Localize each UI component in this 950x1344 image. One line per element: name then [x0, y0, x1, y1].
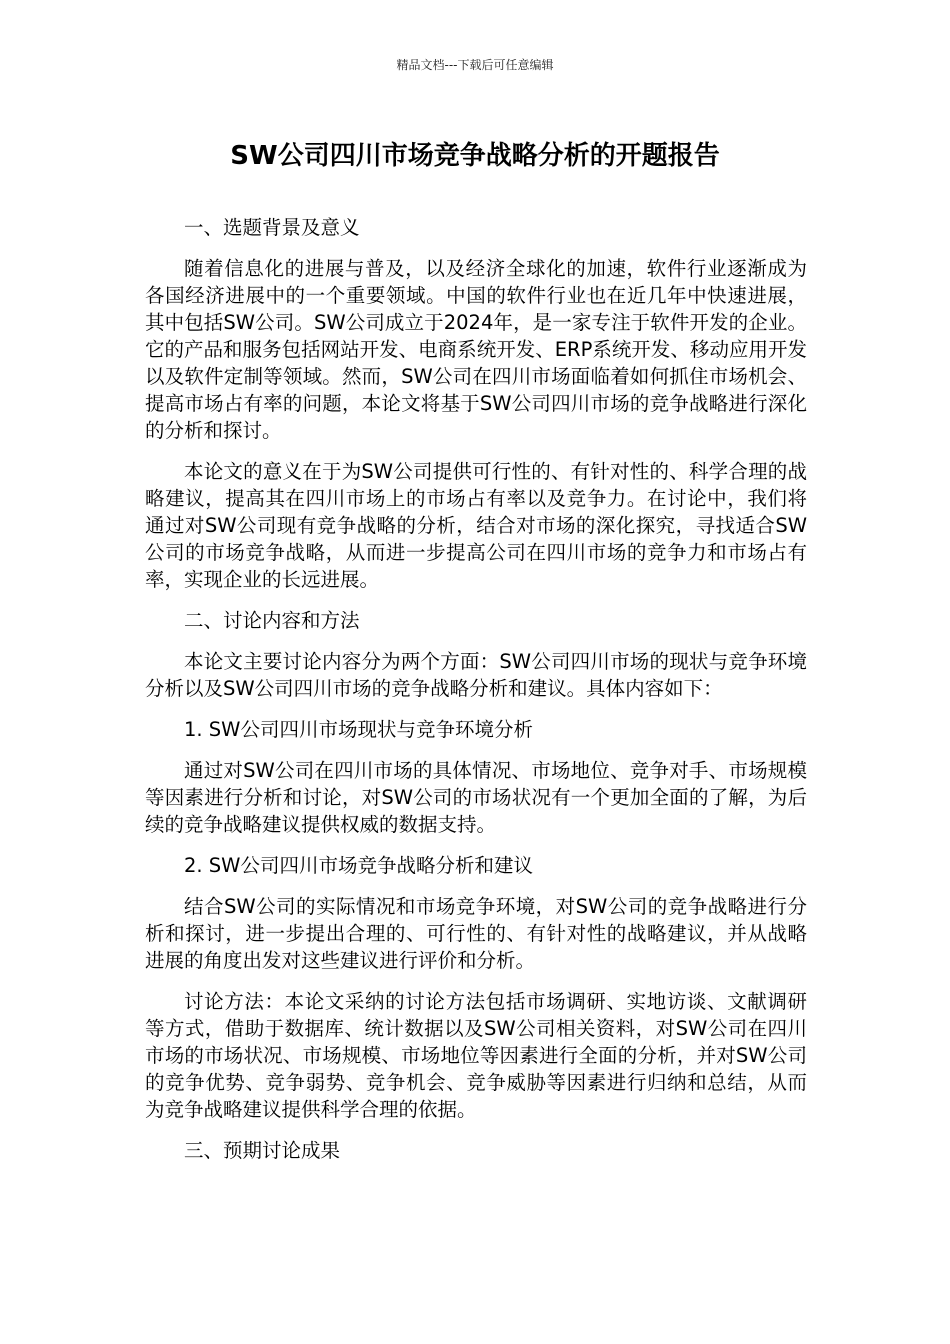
paragraph-strategy-analysis: 结合SW公司的实际情况和市场竞争环境，对SW公司的竞争战略进行分析和探讨，进一步提出合理的、可行性的、有针对性的战略建议，并从战略进展的角度出发对这些建议进行评价和分析。	[145, 895, 807, 972]
paragraph-significance: 本论文的意义在于为SW公司提供可行性的、有针对性的、科学合理的战略建议，提高其在四川市场上的市场占有率以及竞争力。在讨论中，我们将通过对SW公司现有竞争战略的分析，结合对市场的深化探究，寻找适合SW公司的市场竞争战略，从而进一步提高公司在四川市场的竞争力和市场占有率，实现企业的长远进展。	[145, 460, 807, 591]
paragraph-content-overview: 本论文主要讨论内容分为两个方面：SW公司四川市场的现状与竞争环境分析以及SW公司四川市场的竞争战略分析和建议。具体内容如下：	[145, 650, 807, 700]
paragraph-status-analysis: 通过对SW公司在四川市场的具体情况、市场地位、竞争对手、市场规模等因素进行分析和讨论，对SW公司的市场状况有一个更加全面的了解，为后续的竞争战略建议提供权威的数据支持。	[145, 759, 807, 836]
paragraph-background: 随着信息化的进展与普及，以及经济全球化的加速，软件行业逐渐成为各国经济进展中的一个重要领域。中国的软件行业也在近几年中快速进展，其中包括SW公司。SW公司成立于2024年，是一家专注于软件开发的企业。它的产品和服务包括网站开发、电商系统开发、ERP系统开发、移动应用开发以及软件定制等领域。然而，SW公司在四川市场面临着如何抓住市场机会、提高市场占有率的问题，本论文将基于SW公司四川市场的竞争战略进行深化的分析和探讨。	[145, 257, 807, 442]
page-header: 精品文档---下载后可任意编辑	[396, 58, 554, 72]
document-body	[145, 214, 807, 1178]
section-heading-content-methods: 二、讨论内容和方法	[184, 609, 360, 632]
subheading-strategy-analysis: 2. SW公司四川市场竞争战略分析和建议	[184, 854, 533, 877]
section-heading-background: 一、选题背景及意义	[184, 216, 360, 239]
document-title: SW公司四川市场竞争战略分析的开题报告	[230, 141, 720, 171]
section-heading-expected-results: 三、预期讨论成果	[184, 1139, 341, 1162]
subheading-status-analysis: 1. SW公司四川市场现状与竞争环境分析	[184, 718, 533, 741]
paragraph-methods: 讨论方法：本论文采纳的讨论方法包括市场调研、实地访谈、文献调研等方式，借助于数据库、统计数据以及SW公司相关资料，对SW公司在四川市场的市场状况、市场规模、市场地位等因素进行全面的分析，并对SW公司的竞争优势、竞争弱势、竞争机会、竞争威胁等因素进行归纳和总结，从而为竞争战略建议提供科学合理的依据。	[145, 990, 807, 1121]
